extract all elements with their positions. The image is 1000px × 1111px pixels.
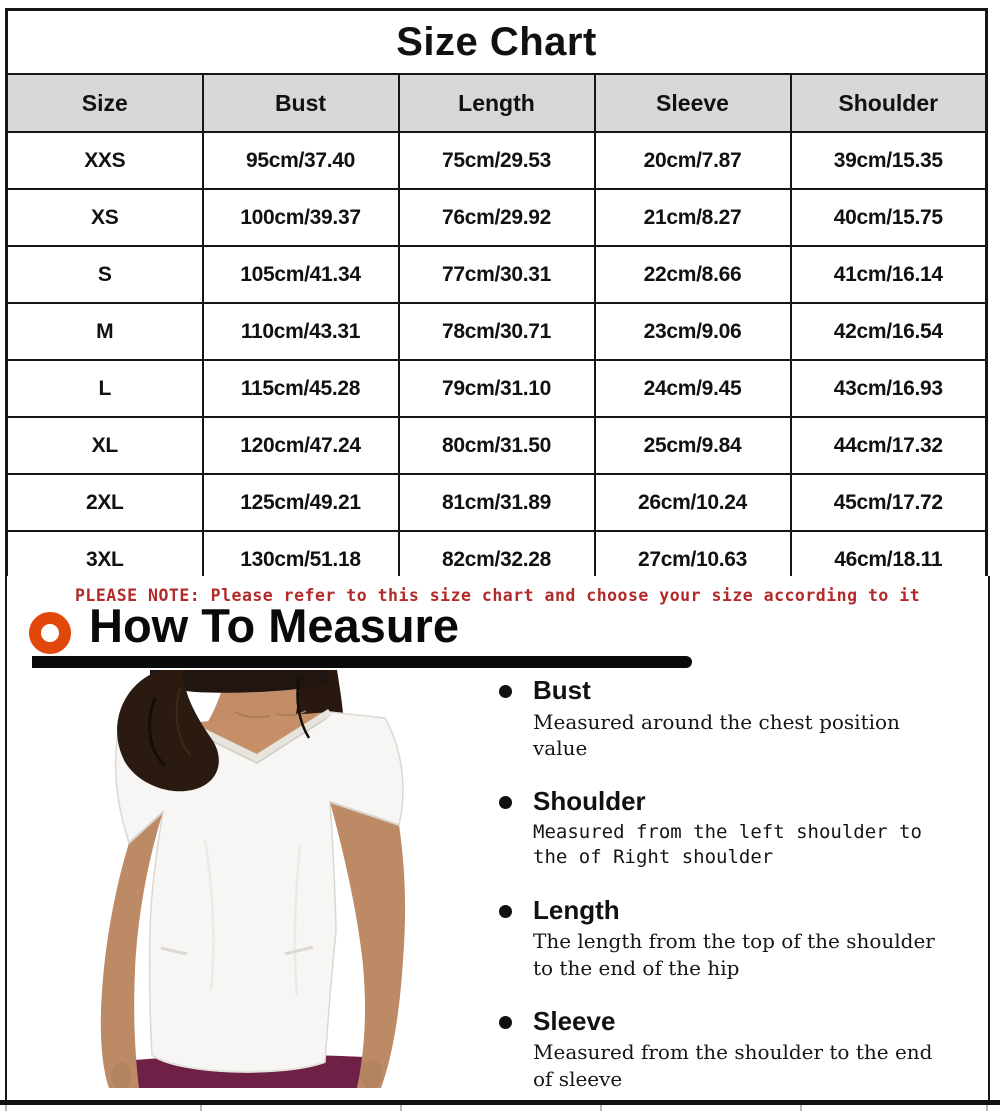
length-value: 78cm/30.71 [399,303,595,360]
table-row [7,132,987,189]
size-label: XXS [7,132,203,189]
length-value: 76cm/29.92 [399,189,595,246]
measure-term: Shoulder [533,786,646,817]
table-row [7,474,987,531]
bust-value: 100cm/39.37 [203,189,399,246]
sleeve-value: 21cm/8.27 [595,189,791,246]
measure-term: Bust [533,675,591,705]
size-table-section [5,8,988,590]
table-row [7,303,987,360]
orange-ring-icon [29,612,71,654]
please-note-text: PLEASE NOTE: Please refer to this size chart and choose your size according to it [75,586,921,605]
size-label: S [7,246,203,303]
table-row [7,417,987,474]
bust-value: 110cm/43.31 [203,303,399,360]
arm-right [330,802,405,1088]
measure-definition: Measured from the shoulder to the end of sleeve [533,1040,933,1092]
table-row [7,360,987,417]
measure-definitions-list [499,676,981,1111]
col-header-size: Size [7,74,203,132]
table-gridline-stub [986,1105,988,1111]
header-row [7,74,987,132]
how-to-measure-section [5,576,990,1100]
table-gridline-stub [600,1105,602,1111]
shoulder-value: 41cm/16.14 [791,246,987,303]
length-value: 80cm/31.50 [399,417,595,474]
model-photo [85,670,483,1088]
size-label: L [7,360,203,417]
measure-term: Sleeve [533,1005,616,1036]
col-header-length: Length [399,74,595,132]
sleeve-value: 26cm/10.24 [595,474,791,531]
shoulder-value: 43cm/16.93 [791,360,987,417]
sleeve-value: 20cm/7.87 [595,132,791,189]
bust-value: 130cm/51.18 [203,531,399,589]
sleeve-value: 27cm/10.63 [595,531,791,589]
sleeve-value: 22cm/8.66 [595,246,791,303]
table-row [7,189,987,246]
shoulder-value: 40cm/15.75 [791,189,987,246]
bullet-dot-icon [499,905,512,918]
page-title: Size Chart [7,10,987,75]
table-gridline-stub [800,1105,802,1111]
shoulder-value: 44cm/17.32 [791,417,987,474]
list-item-sleeve [499,1007,981,1093]
length-value: 79cm/31.10 [399,360,595,417]
table-gridline-stub [5,1105,7,1111]
list-item-length [499,896,981,982]
size-label: M [7,303,203,360]
table-gridline-stub [400,1105,402,1111]
sleeve-value: 25cm/9.84 [595,417,791,474]
table-gridline-stub [200,1105,202,1111]
table-row [7,246,987,303]
col-header-sleeve: Sleeve [595,74,791,132]
bullet-dot-icon [499,1016,512,1029]
size-label: 2XL [7,474,203,531]
title-row [7,10,987,75]
bust-value: 105cm/41.34 [203,246,399,303]
bullet-dot-icon [499,685,512,698]
list-item-bust [499,676,981,762]
size-label: XL [7,417,203,474]
size-label: 3XL [7,531,203,589]
measure-definition: The length from the top of the shoulder to the end of the hip [533,929,935,980]
shoulder-value: 39cm/15.35 [791,132,987,189]
col-header-bust: Bust [203,74,399,132]
shoulder-value: 42cm/16.54 [791,303,987,360]
length-value: 81cm/31.89 [399,474,595,531]
bust-value: 120cm/47.24 [203,417,399,474]
bust-value: 125cm/49.21 [203,474,399,531]
length-value: 77cm/30.31 [399,246,595,303]
how-to-measure-heading: How To Measure [89,599,459,652]
length-value: 75cm/29.53 [399,132,595,189]
bust-value: 115cm/45.28 [203,360,399,417]
sleeve-value: 23cm/9.06 [595,303,791,360]
bullet-dot-icon [499,796,512,809]
bust-value: 95cm/37.40 [203,132,399,189]
measure-definition: Measured around the chest position value [533,709,900,761]
size-chart-table [5,8,988,590]
length-value: 82cm/32.28 [399,531,595,589]
size-label: XS [7,189,203,246]
list-item-shoulder [499,787,981,870]
heading-underline-bar [32,656,692,668]
shoulder-value: 46cm/18.11 [791,531,987,589]
sleeve-value: 24cm/9.45 [595,360,791,417]
col-header-shoulder: Shoulder [791,74,987,132]
measure-definition: Measured from the left shoulder to the of Right shoulder [533,820,922,869]
shoulder-value: 45cm/17.72 [791,474,987,531]
measure-term: Length [533,894,620,925]
bottom-table-border [0,1100,1000,1105]
